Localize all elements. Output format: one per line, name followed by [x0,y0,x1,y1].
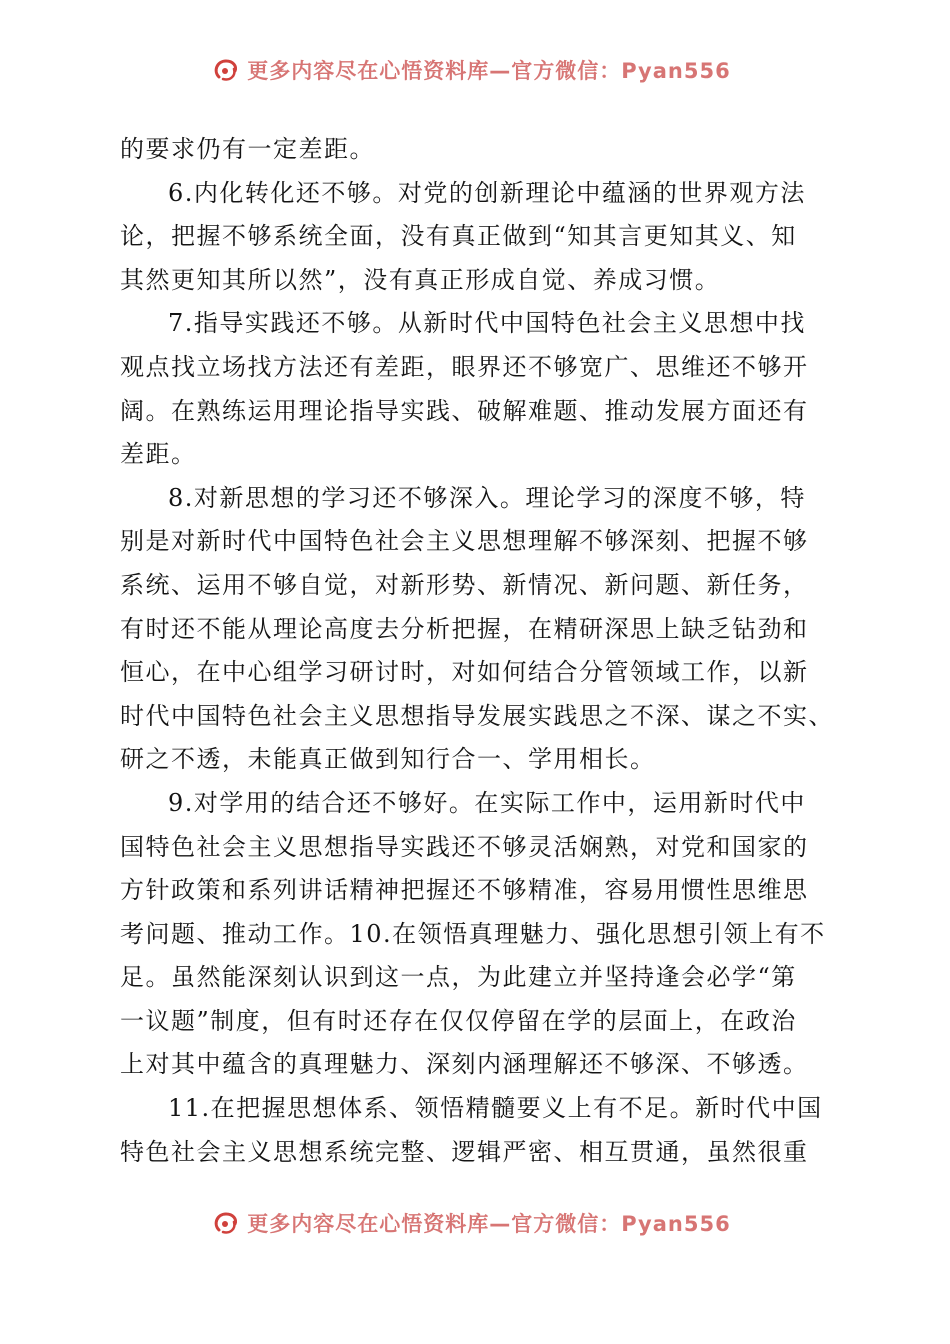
swirl-logo-icon [211,55,241,85]
text-line: 有时还不能从理论高度去分析把握，在精研深思上缺乏钻劲和 [120,614,809,643]
text-line: 6.内化转化还不够。对党的创新理论中蕴涵的世界观方法 [168,178,806,207]
text-line: 8.对新思想的学习还不够深入。理论学习的深度不够，特 [168,483,806,512]
text-line: 观点找立场找方法还有差距，眼界还不够宽广、思维还不够开 [120,352,809,381]
text-line: 的要求仍有一定差距。 [120,135,375,163]
document-body [120,128,834,1174]
header-watermark-banner [0,50,950,90]
text-line: 足。虽然能深刻认识到这一点，为此建立并坚持逢会必学“第 [120,963,797,992]
text-line: 一议题”制度，但有时还存在仅仅停留在学的层面上，在政治 [120,1006,797,1035]
text-line: 恒心，在中心组学习研讨时，对如何结合分管领域工作，以新 [120,658,809,687]
footer-watermark-text: 更多内容尽在心悟资料库—官方微信：Pyan556 [247,1212,731,1236]
text-line: 9.对学用的结合还不够好。在实际工作中，运用新时代中 [168,788,806,817]
text-line: 别是对新时代中国特色社会主义思想理解不够深刻、把握不够 [120,527,809,556]
text-line: 时代中国特色社会主义思想指导发展实践思之不深、谋之不实、 [120,701,834,730]
footer-watermark-banner [0,1203,950,1243]
text-line: 差距。 [120,440,197,469]
text-line: 阔。在熟练运用理论指导实践、破解难题、推动发展方面还有 [120,396,809,425]
text-line: 特色社会主义思想系统完整、逻辑严密、相互贯通，虽然很重 [120,1137,809,1166]
text-line: 7.指导实践还不够。从新时代中国特色社会主义思想中找 [168,309,806,338]
text-line: 其然更知其所以然”，没有真正形成自觉、养成习惯。 [120,265,721,294]
text-line: 国特色社会主义思想指导实践还不够灵活娴熟，对党和国家的 [120,832,809,861]
text-line: 论，把握不够系统全面，没有真正做到“知其言更知其义、知 [120,222,797,251]
text-line: 11.在把握思想体系、领悟精髓要义上有不足。新时代中国 [168,1094,823,1123]
text-line: 考问题、推动工作。10.在领悟真理魅力、强化思想引领上有不 [120,919,826,948]
text-line: 研之不透，未能真正做到知行合一、学用相长。 [120,745,656,774]
text-line: 上对其中蕴含的真理魅力、深刻内涵理解还不够深、不够透。 [120,1050,809,1079]
header-watermark-text: 更多内容尽在心悟资料库—官方微信：Pyan556 [247,59,731,83]
swirl-logo-icon [211,1208,241,1238]
text-line: 系统、运用不够自觉，对新形势、新情况、新问题、新任务， [120,570,809,599]
text-line: 方针政策和系列讲话精神把握还不够精准，容易用惯性思维思 [120,876,809,905]
